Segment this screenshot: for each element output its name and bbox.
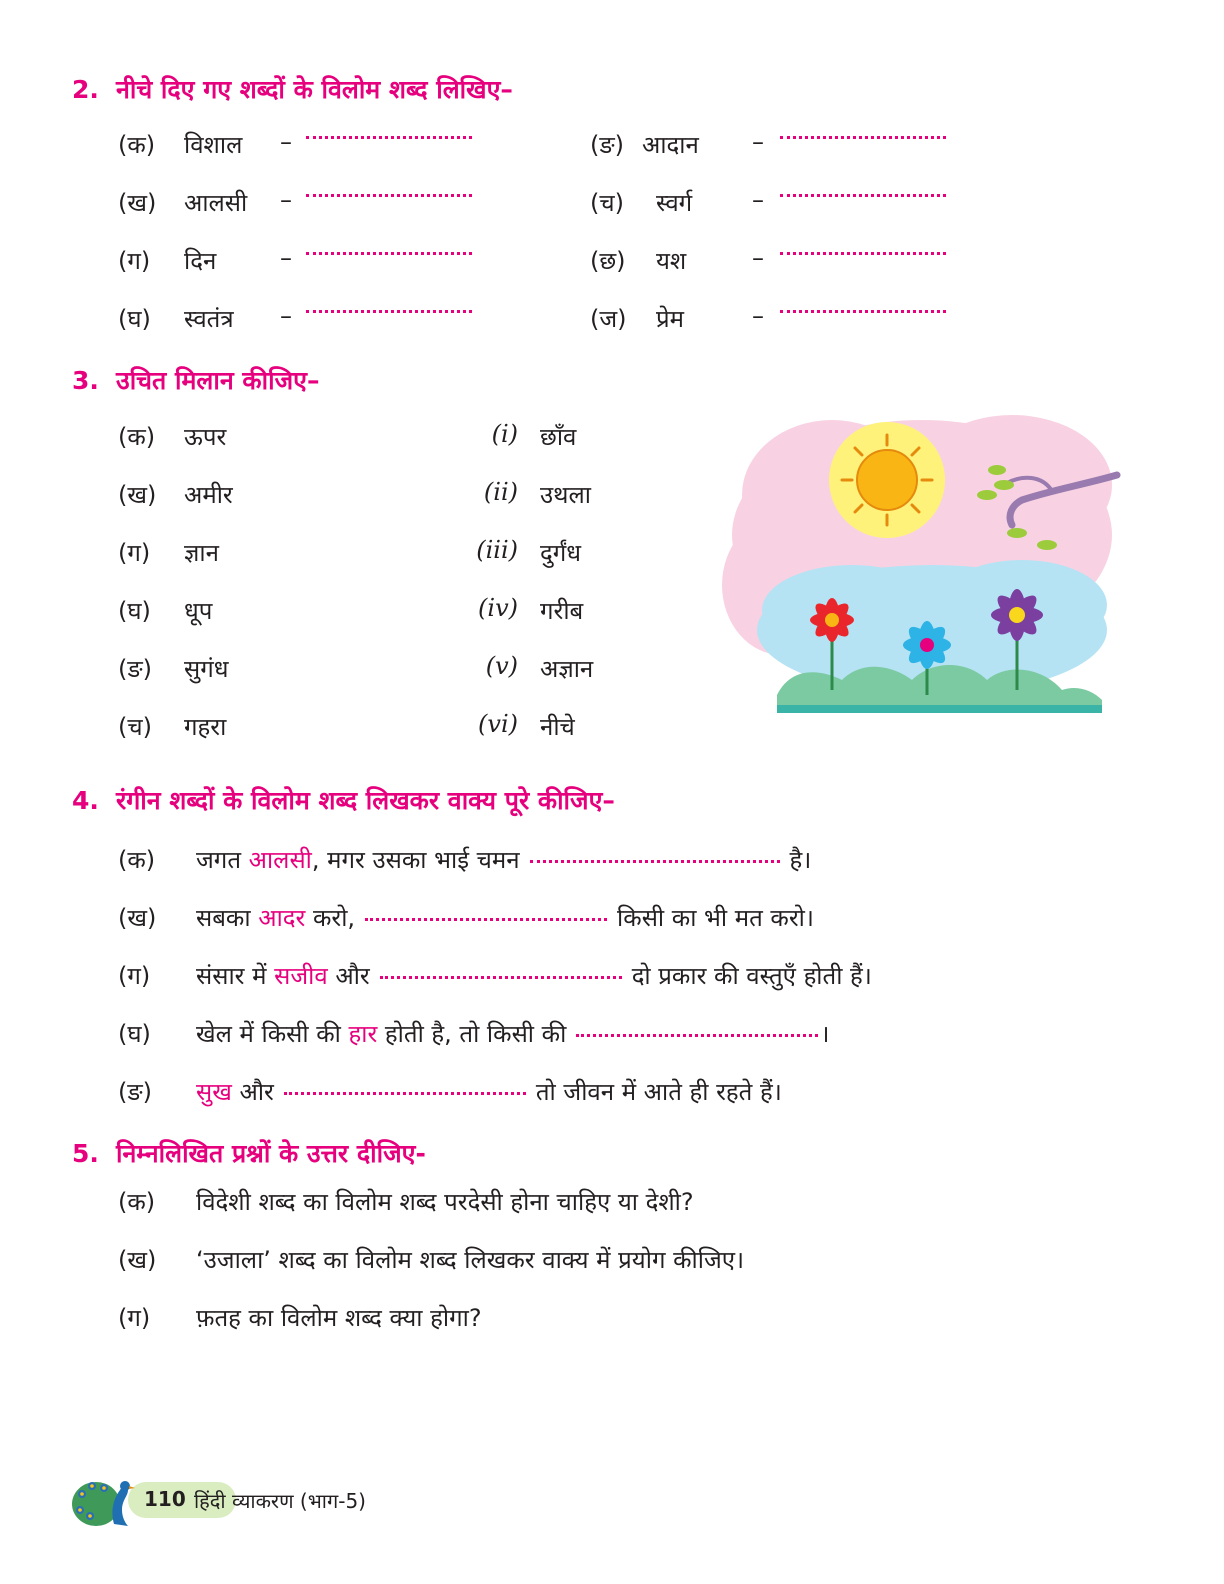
sun-flowers-illustration [722,405,1122,715]
q2-word: स्वर्ग [656,189,693,217]
q2-word: प्रेम [656,305,685,333]
q2-label: (ङ) [590,131,625,159]
peacock-icon [70,1470,140,1530]
q5-question-text: फ़तह का विलोम शब्द क्या होगा? [196,1304,482,1332]
answer-blank[interactable] [365,918,607,921]
q3-word: सुगंध [184,655,229,683]
answer-blank[interactable] [380,976,622,979]
q4-text: , मगर उसका भाई चमन [311,846,520,874]
q2-label: (ख) [118,189,157,217]
q2-dash: – [280,186,292,214]
q3-word: ज्ञान [184,539,219,567]
q4-item [118,843,811,876]
q2-dash: – [280,128,292,156]
q4-label: (ग) [118,962,151,990]
q5-question-text: विदेशी शब्द का विलोम शब्द परदेसी होना चाहिए या देशी? [196,1188,694,1216]
q5-title: निम्नलिखित प्रश्नों के उत्तर दीजिए- [116,1139,426,1168]
q2-label: (च) [590,189,624,217]
q4-heading [72,783,615,817]
answer-blank[interactable] [780,136,946,139]
q3-roman-label: (iii) [476,536,518,564]
q4-text: जगत [196,846,249,874]
q4-item [118,959,872,992]
q3-roman-label: (iv) [478,594,518,622]
q4-text: तो जीवन में आते ही रहते हैं। [535,1078,782,1106]
q2-dash: – [752,128,764,156]
q2-dash: – [752,244,764,272]
q2-label: (ज) [590,305,627,333]
q3-word: दुर्गंध [540,539,582,567]
answer-blank[interactable] [530,860,780,863]
q3-label: (ग) [118,539,151,567]
q3-roman-label: (v) [485,652,518,680]
q3-label: (ङ) [118,655,153,683]
answer-blank[interactable] [576,1034,818,1037]
q4-label: (ङ) [118,1078,153,1106]
q4-text: सबका [196,904,259,932]
q2-dash: – [752,302,764,330]
q3-word: गरीब [540,597,584,625]
q3-word: ऊपर [184,423,227,451]
q4-text: होती है, तो किसी की [377,1020,567,1048]
q3-label: (च) [118,713,152,741]
q4-label: (घ) [118,1020,151,1048]
q4-highlight-word: आलसी [248,846,312,874]
q3-word: धूप [184,597,213,625]
q5-label: (क) [118,1188,156,1216]
q4-highlight-word: आदर [258,904,306,932]
q3-word: गहरा [184,713,227,741]
q2-word: विशाल [184,131,243,159]
q3-label: (क) [118,423,156,451]
q4-text: किसी का भी मत करो। [617,904,814,932]
book-title: हिंदी व्याकरण (भाग-5) [194,1489,366,1513]
q2-dash: – [752,186,764,214]
q4-item [118,901,814,934]
q3-number: 3. [72,366,99,395]
q5-label: (ख) [118,1246,157,1274]
q5-question-text: ‘उजाला’ शब्द का विलोम शब्द लिखकर वाक्य में प्रयोग कीजिए। [196,1246,745,1274]
sun-icon [829,422,945,538]
answer-blank[interactable] [306,252,472,255]
q4-text: । [820,1020,830,1048]
q5-item [118,1243,744,1276]
q3-word: नीचे [540,713,575,741]
q3-heading [72,363,319,397]
q2-dash: – [280,244,292,272]
q2-word: आदान [642,131,699,159]
q4-text: दो प्रकार की वस्तुएँ होती हैं। [631,962,872,990]
q4-label: (ख) [118,904,157,932]
q5-item [118,1185,694,1218]
q2-word: आलसी [184,189,248,217]
answer-blank[interactable] [284,1092,526,1095]
answer-blank[interactable] [306,136,472,139]
q5-number: 5. [72,1139,99,1168]
q3-word: छाँव [540,423,577,451]
q2-word: दिन [184,247,217,275]
page-footer [70,1470,470,1530]
q3-roman-label: (vi) [478,710,518,738]
q4-text: है। [789,846,812,874]
q3-label: (ख) [118,481,157,509]
q3-roman-label: (ii) [483,478,518,506]
q4-text: और [327,962,370,990]
answer-blank[interactable] [780,252,946,255]
q3-title: उचित मिलान कीजिए– [116,366,320,395]
q4-highlight-word: हार [348,1020,378,1048]
q3-label: (घ) [118,597,151,625]
q5-item [118,1301,482,1334]
q4-text: संसार में [196,962,275,990]
answer-blank[interactable] [306,310,472,313]
q4-text: और [231,1078,274,1106]
q4-title: रंगीन शब्दों के विलोम शब्द लिखकर वाक्य पूरे कीजिए– [116,786,615,815]
q2-label: (घ) [118,305,151,333]
answer-blank[interactable] [780,310,946,313]
q2-dash: – [280,302,292,330]
q3-word: उथला [540,481,591,509]
q5-heading [72,1136,426,1170]
q4-number: 4. [72,786,99,815]
q2-heading [72,72,513,106]
q2-number: 2. [72,75,99,104]
answer-blank[interactable] [306,194,472,197]
q3-word: अमीर [184,481,233,509]
q4-text: खेल में किसी की [196,1020,349,1048]
q4-item [118,1017,829,1050]
q4-highlight-word: सजीव [274,962,328,990]
q4-item [118,1075,782,1108]
answer-blank[interactable] [780,194,946,197]
q2-label: (क) [118,131,156,159]
q3-word: अज्ञान [540,655,594,683]
q2-label: (छ) [590,247,626,275]
q2-title: नीचे दिए गए शब्दों के विलोम शब्द लिखिए– [116,75,513,104]
q2-label: (ग) [118,247,151,275]
q5-label: (ग) [118,1304,151,1332]
page-number: 110 [144,1487,186,1511]
q3-roman-label: (i) [491,420,518,448]
q4-text: करो, [305,904,356,932]
q2-word: स्वतंत्र [184,305,234,333]
q4-highlight-word: सुख [196,1078,232,1106]
q4-label: (क) [118,846,156,874]
q2-word: यश [656,247,687,275]
